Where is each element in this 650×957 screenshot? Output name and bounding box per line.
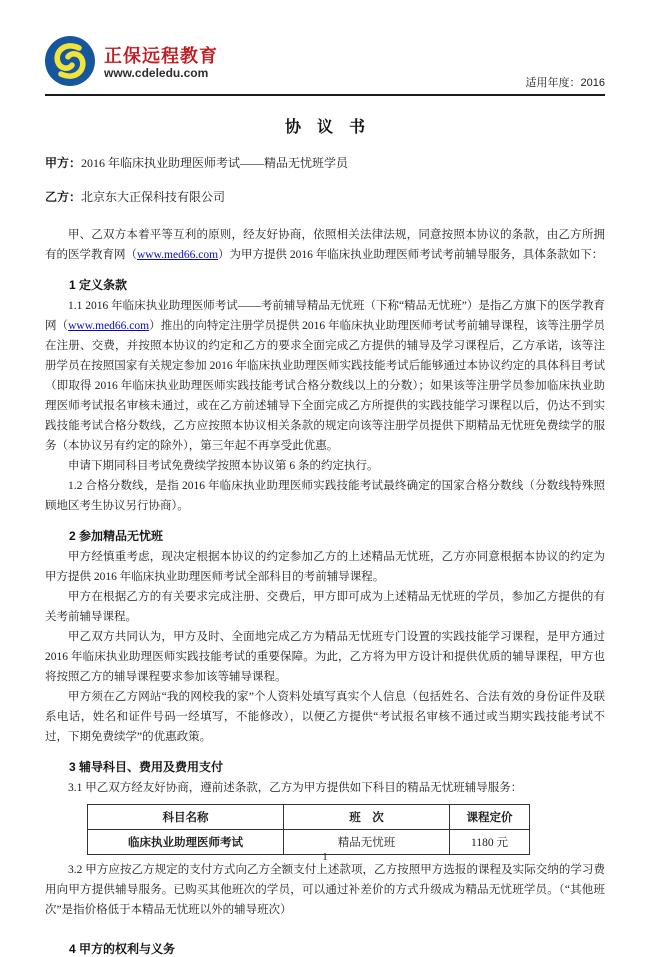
clause-1-1-text-2: ）推出的向特定注册学员提供 2016 年临床执业助理医师考试考前辅导课程，该等注册学员在注册、交费，并按照本协议的约定和乙方的要求全面完成乙方提供的辅导及学习课程后，乙方承诺，该等注册学员在按照国家有关规定参加 2016 年临床执业助理医师实践技能考试后能够通过本协议约定的具体科目考试（即取得 2016 年临床执业助理医师实践技能考试合格分数线以上的分数）；如果该等注册学员参加临床执业助理医师考试报名审核未通过，或在乙方前述辅导下全面完成乙方所提供的实践技能学习课程以后，仍达不到实践技能考试合格分数线，乙方应按照本协议相关条款的规定向该等注册学员提供下期精品无忧班免费续学的服务（本协议另有约定的除外），第三年起不再享受此优惠。 (45, 320, 606, 452)
clause-1-1-note: 申请下期同科目考试免费续学按照本协议第 6 条的约定执行。 (68, 460, 379, 472)
clause-1-1-text-1: 1.1 2016 年临床执业助理医师考试——考前辅导精品无忧班（下称“精品无忧班”）是指乙方旗下的医学教育网（ (45, 300, 605, 332)
clause-1-2: 1.2 合格分数线，是指 2016 年临床执业助理医师实践技能考试最终确定的国家合格分数线（分数线特殊照顾地区考生协议另行协商）。 (45, 480, 605, 512)
page-header (45, 36, 605, 91)
cell-price: 1180 元 (450, 830, 530, 855)
page-number: 1 (322, 851, 328, 863)
intro-text-2: ）为甲方提供 2016 年临床执业助理医师考试考前辅导服务，具体条款如下： (218, 249, 604, 261)
cdel-swirl-logo-icon (45, 36, 95, 91)
clause-3-2: 3.2 甲方应按乙方规定的支付方式向乙方全额支付上述款项，乙方按照甲方选报的课程及实际交纳的学习费用向甲方提供辅导服务。已购买其他班次的学员，可以通过补差价的方式升级成为精品无忧班学员。（“其他班次”是指价格低于本精品无忧班以外的辅导班次） (45, 864, 605, 916)
col-header-price: 课程定价 (450, 805, 530, 830)
intro-text-1: 甲、乙双方本着平等互利的原则，经友好协商，依照相关法律法规，同意按照本协议的条款，由乙方所拥有的医学教育网（ (45, 229, 605, 261)
col-header-class: 班 次 (284, 805, 450, 830)
party-b-line (45, 188, 605, 205)
section-2-heading: 2 参加精品无忧班 (69, 529, 164, 543)
section-2-paragraph-1: 甲方经慎重考虑，现决定根据本协议的约定参加乙方的上述精品无忧班，乙方亦同意根据本协议的约定为甲方提供 2016 年临床执业助理医师考试全部科目的考前辅导课程。 (45, 551, 605, 583)
brand-name: 正保远程教育 (104, 46, 218, 67)
clause-1-1 (45, 296, 605, 456)
cell-subject: 临床执业助理医师考试 (88, 830, 284, 855)
section-4-heading: 4 甲方的权利与义务 (69, 942, 176, 956)
party-a-value: 2016 年临床执业助理医师考试——精品无忧班学员 (81, 156, 349, 170)
cell-class: 精品无忧班 (284, 830, 450, 855)
course-table (87, 804, 530, 855)
section-2-paragraph-3: 甲乙双方共同认为，甲方及时、全面地完成乙方为精品无忧班专门设置的实践技能学习课程，是甲方通过 2016 年临床执业助理医师实践技能考试的重要保障。为此，乙方将为甲方设计和提供优质的辅导课程，甲方也将按照乙方的辅导课程要求参加该等辅导课程。 (45, 631, 605, 683)
clause-3-1: 3.1 甲乙双方经友好协商，遵前述条款，乙方为甲方提供如下科目的精品无忧班辅导服务： (68, 782, 523, 794)
med66-link-2[interactable]: www.med66.com (68, 320, 150, 332)
brand-url: www.cdeledu.com (104, 65, 209, 80)
party-a-line (45, 154, 605, 171)
course-table-header-row (88, 805, 530, 830)
header-divider (45, 94, 605, 96)
section-2-paragraph-4: 甲方须在乙方网站“我的网校我的家”个人资料处填写真实个人信息（包括姓名、合法有效的身份证件及联系电话，姓名和证件号码一经填写，不能修改），以便乙方提供“考试报名审核不通过或当期实践技能考试不过，下期免费续学”的优惠政策。 (45, 691, 605, 743)
section-2-paragraph-2: 甲方在根据乙方的有关要求完成注册、交费后，甲方即可成为上述精品无忧班的学员，参加乙方提供的有关考前辅导课程。 (45, 591, 605, 623)
party-b-value: 北京东大正保科技有限公司 (81, 190, 226, 204)
page-title: 协 议 书 (284, 119, 365, 136)
section-3-heading: 3 辅导科目、费用及费用支付 (69, 760, 224, 774)
year-label: 适用年度：2016 (525, 77, 605, 89)
section-1-heading: 1 定义条款 (69, 278, 128, 292)
party-b-label: 乙方： (45, 190, 82, 204)
med66-link-1[interactable]: www.med66.com (137, 249, 219, 261)
col-header-subject: 科目名称 (88, 805, 284, 830)
brand-logo (45, 36, 218, 91)
party-a-label: 甲方： (45, 156, 82, 170)
intro-paragraph (45, 225, 605, 265)
